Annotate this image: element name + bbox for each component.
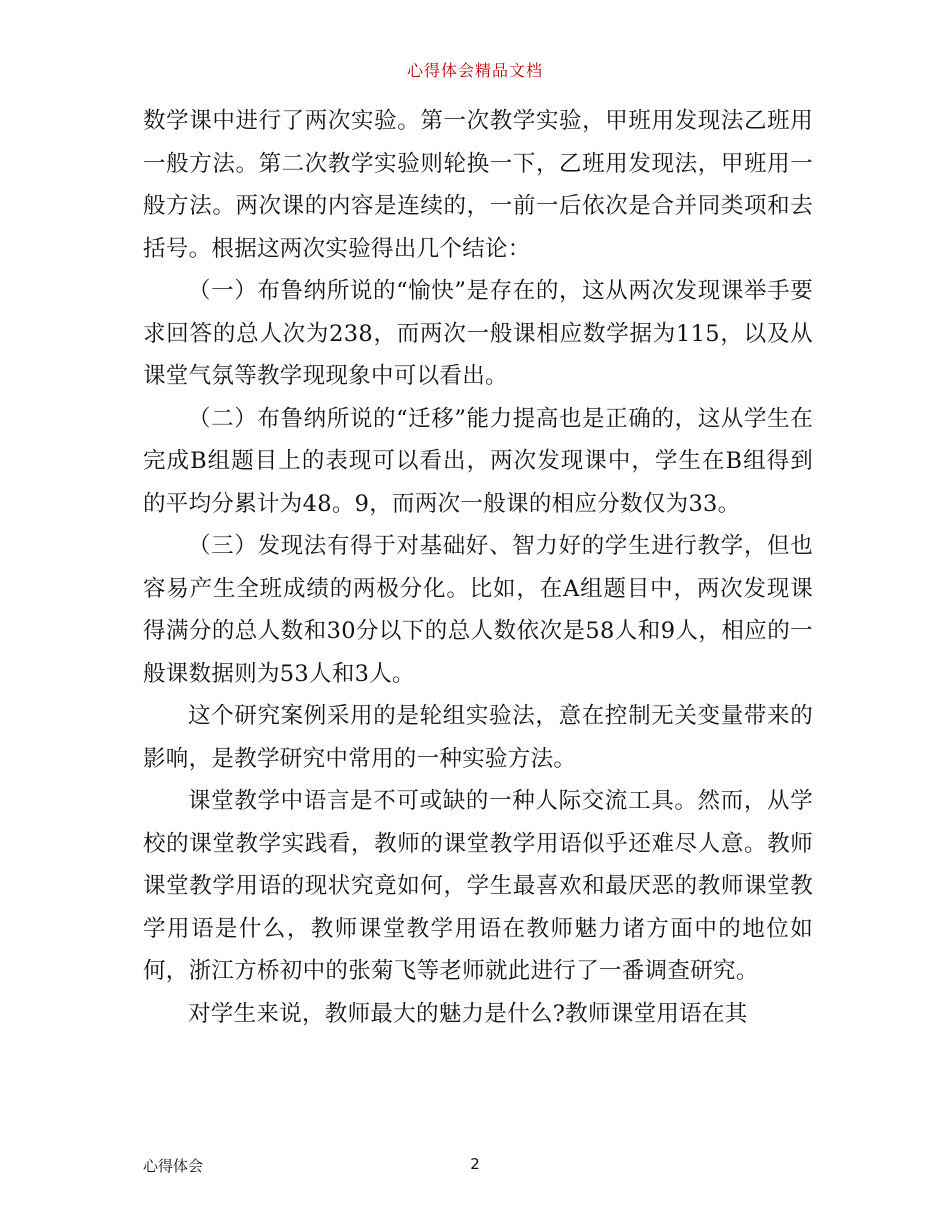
page-number: 2 <box>470 1155 480 1173</box>
paragraph-continuation: 数学课中进行了两次实验。第一次教学实验，甲班用发现法乙班用一般方法。第二次教学实验则轮换一下，乙班用发现法，甲班用一般方法。两次课的内容是连续的，一前一后依次是合并同类项和去括号。根据这两次实验得出几个结论： <box>143 108 813 262</box>
paragraph-conclusion-2: （二）布鲁纳所说的“迁移”能力提高也是正确的，这从学生在完成B组题目上的表现可以看出，两次发现课中，学生在B组得到的平均分累计为48。9，而两次一般课的相应分数仅为33。 <box>143 405 813 517</box>
document-body <box>143 100 813 1035</box>
page-footer-label: 心得体会 <box>143 1157 204 1175</box>
paragraph-conclusion-3: （三）发现法有得于对基础好、智力好的学生进行教学，但也容易产生全班成绩的两极分化。比如，在A组题目中，两次发现课得满分的总人数和30分以下的总人数依次是58人和9人，相应的一般课数据则为53人和3人。 <box>143 533 813 687</box>
page-header-title: 心得体会精品文档 <box>406 61 543 80</box>
paragraph-classroom-language: 课堂教学中语言是不可或缺的一种人际交流工具。然而，从学校的课堂教学实践看，教师的课堂教学用语似乎还难尽人意。教师课堂教学用语的现状究竟如何，学生最喜欢和最厌恶的教师课堂教学用语是什么，教师课堂教学用语在教师魅力诸方面中的地位如何，浙江方桥初中的张菊飞等老师就此进行了一番调查研究。 <box>143 788 813 984</box>
paragraph-conclusion-1: （一）布鲁纳所说的“愉快”是存在的，这从两次发现课举手要求回答的总人次为238，而两次一般课相应数学据为115，以及从课堂气氛等教学现现象中可以看出。 <box>143 278 813 389</box>
paragraph-method-note: 这个研究案例采用的是轮组实验法，意在控制无关变量带来的影响，是教学研究中常用的一种实验方法。 <box>143 703 813 772</box>
paragraph-teacher-charm: 对学生来说，教师最大的魅力是什么?教师课堂用语在其 <box>188 1000 748 1027</box>
